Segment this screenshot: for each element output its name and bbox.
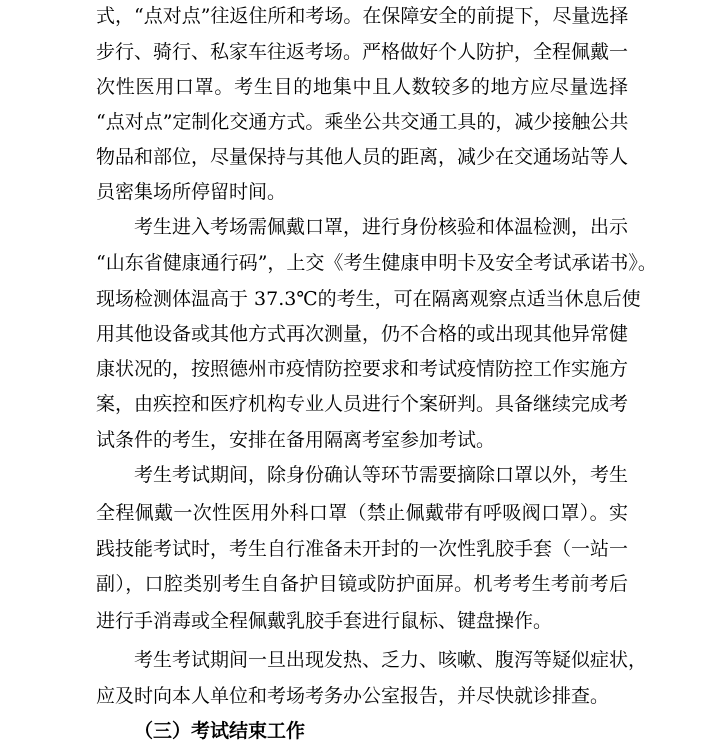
paragraph-4-line-1: 考生考试期间一旦出现发热、乏力、咳嗽、腹泻等疑似症状， [134, 649, 648, 671]
paragraph-1-line-2: 步行、骑行、私家车往返考场。严格做好个人防护，全程佩戴一 [96, 41, 629, 63]
paragraph-1-line-6: 员密集场所停留时间。 [96, 181, 287, 203]
paragraph-3-line-3: 践技能考试时，考生自行准备未开封的一次性乳胶手套（一站一 [96, 538, 629, 560]
paragraph-2-line-7: 试条件的考生，安排在备用隔离考室参加考试。 [96, 429, 496, 451]
paragraph-2-line-2: “山东省健康通行码”，上交《考生健康申明卡及安全考试承诺书》。 [96, 252, 657, 274]
paragraph-2-line-6: 案，由疾控和医疗机构专业人员进行个案研判。具备继续完成考 [96, 393, 629, 415]
paragraph-3-line-1: 考生考试期间，除身份确认等环节需要摘除口罩以外，考生 [134, 464, 629, 486]
paragraph-2-line-4: 用其他设备或其他方式再次测量，仍不合格的或出现其他异常健 [96, 323, 629, 345]
paragraph-2-line-1: 考生进入考场需佩戴口罩，进行身份核验和体温检测，出示 [134, 216, 629, 238]
paragraph-1-line-1: 式，“点对点”往返住所和考场。在保障安全的前提下，尽量选择 [96, 5, 629, 27]
paragraph-1-line-4: “点对点”定制化交通方式。乘坐公共交通工具的，减少接触公共 [96, 111, 629, 133]
paragraph-1-line-3: 次性医用口罩。考生目的地集中且人数较多的地方应尽量选择 [96, 76, 628, 98]
paragraph-1-line-5: 物品和部位，尽量保持与其他人员的距离，减少在交通场站等人 [96, 146, 629, 168]
paragraph-4-line-2: 应及时向本人单位和考场考务办公室报告，并尽快就诊排查。 [96, 685, 610, 707]
paragraph-3-line-5: 进行手消毒或全程佩戴乳胶手套进行鼠标、键盘操作。 [96, 610, 553, 632]
paragraph-3-line-4: 副），口腔类别考生自备护目镜或防护面屏。机考考生考前考后 [96, 573, 628, 595]
section-heading: （三）考试结束工作 [134, 720, 306, 742]
paragraph-2-line-3: 现场检测体温高于 37.3℃的考生，可在隔离观察点适当休息后使 [96, 288, 641, 310]
paragraph-3-line-2: 全程佩戴一次性医用外科口罩（禁止佩戴带有呼吸阀口罩）。实 [96, 502, 628, 524]
paragraph-2-line-5: 康状况的，按照德州市疫情防控要求和考试疫情防控工作实施方 [96, 358, 629, 380]
